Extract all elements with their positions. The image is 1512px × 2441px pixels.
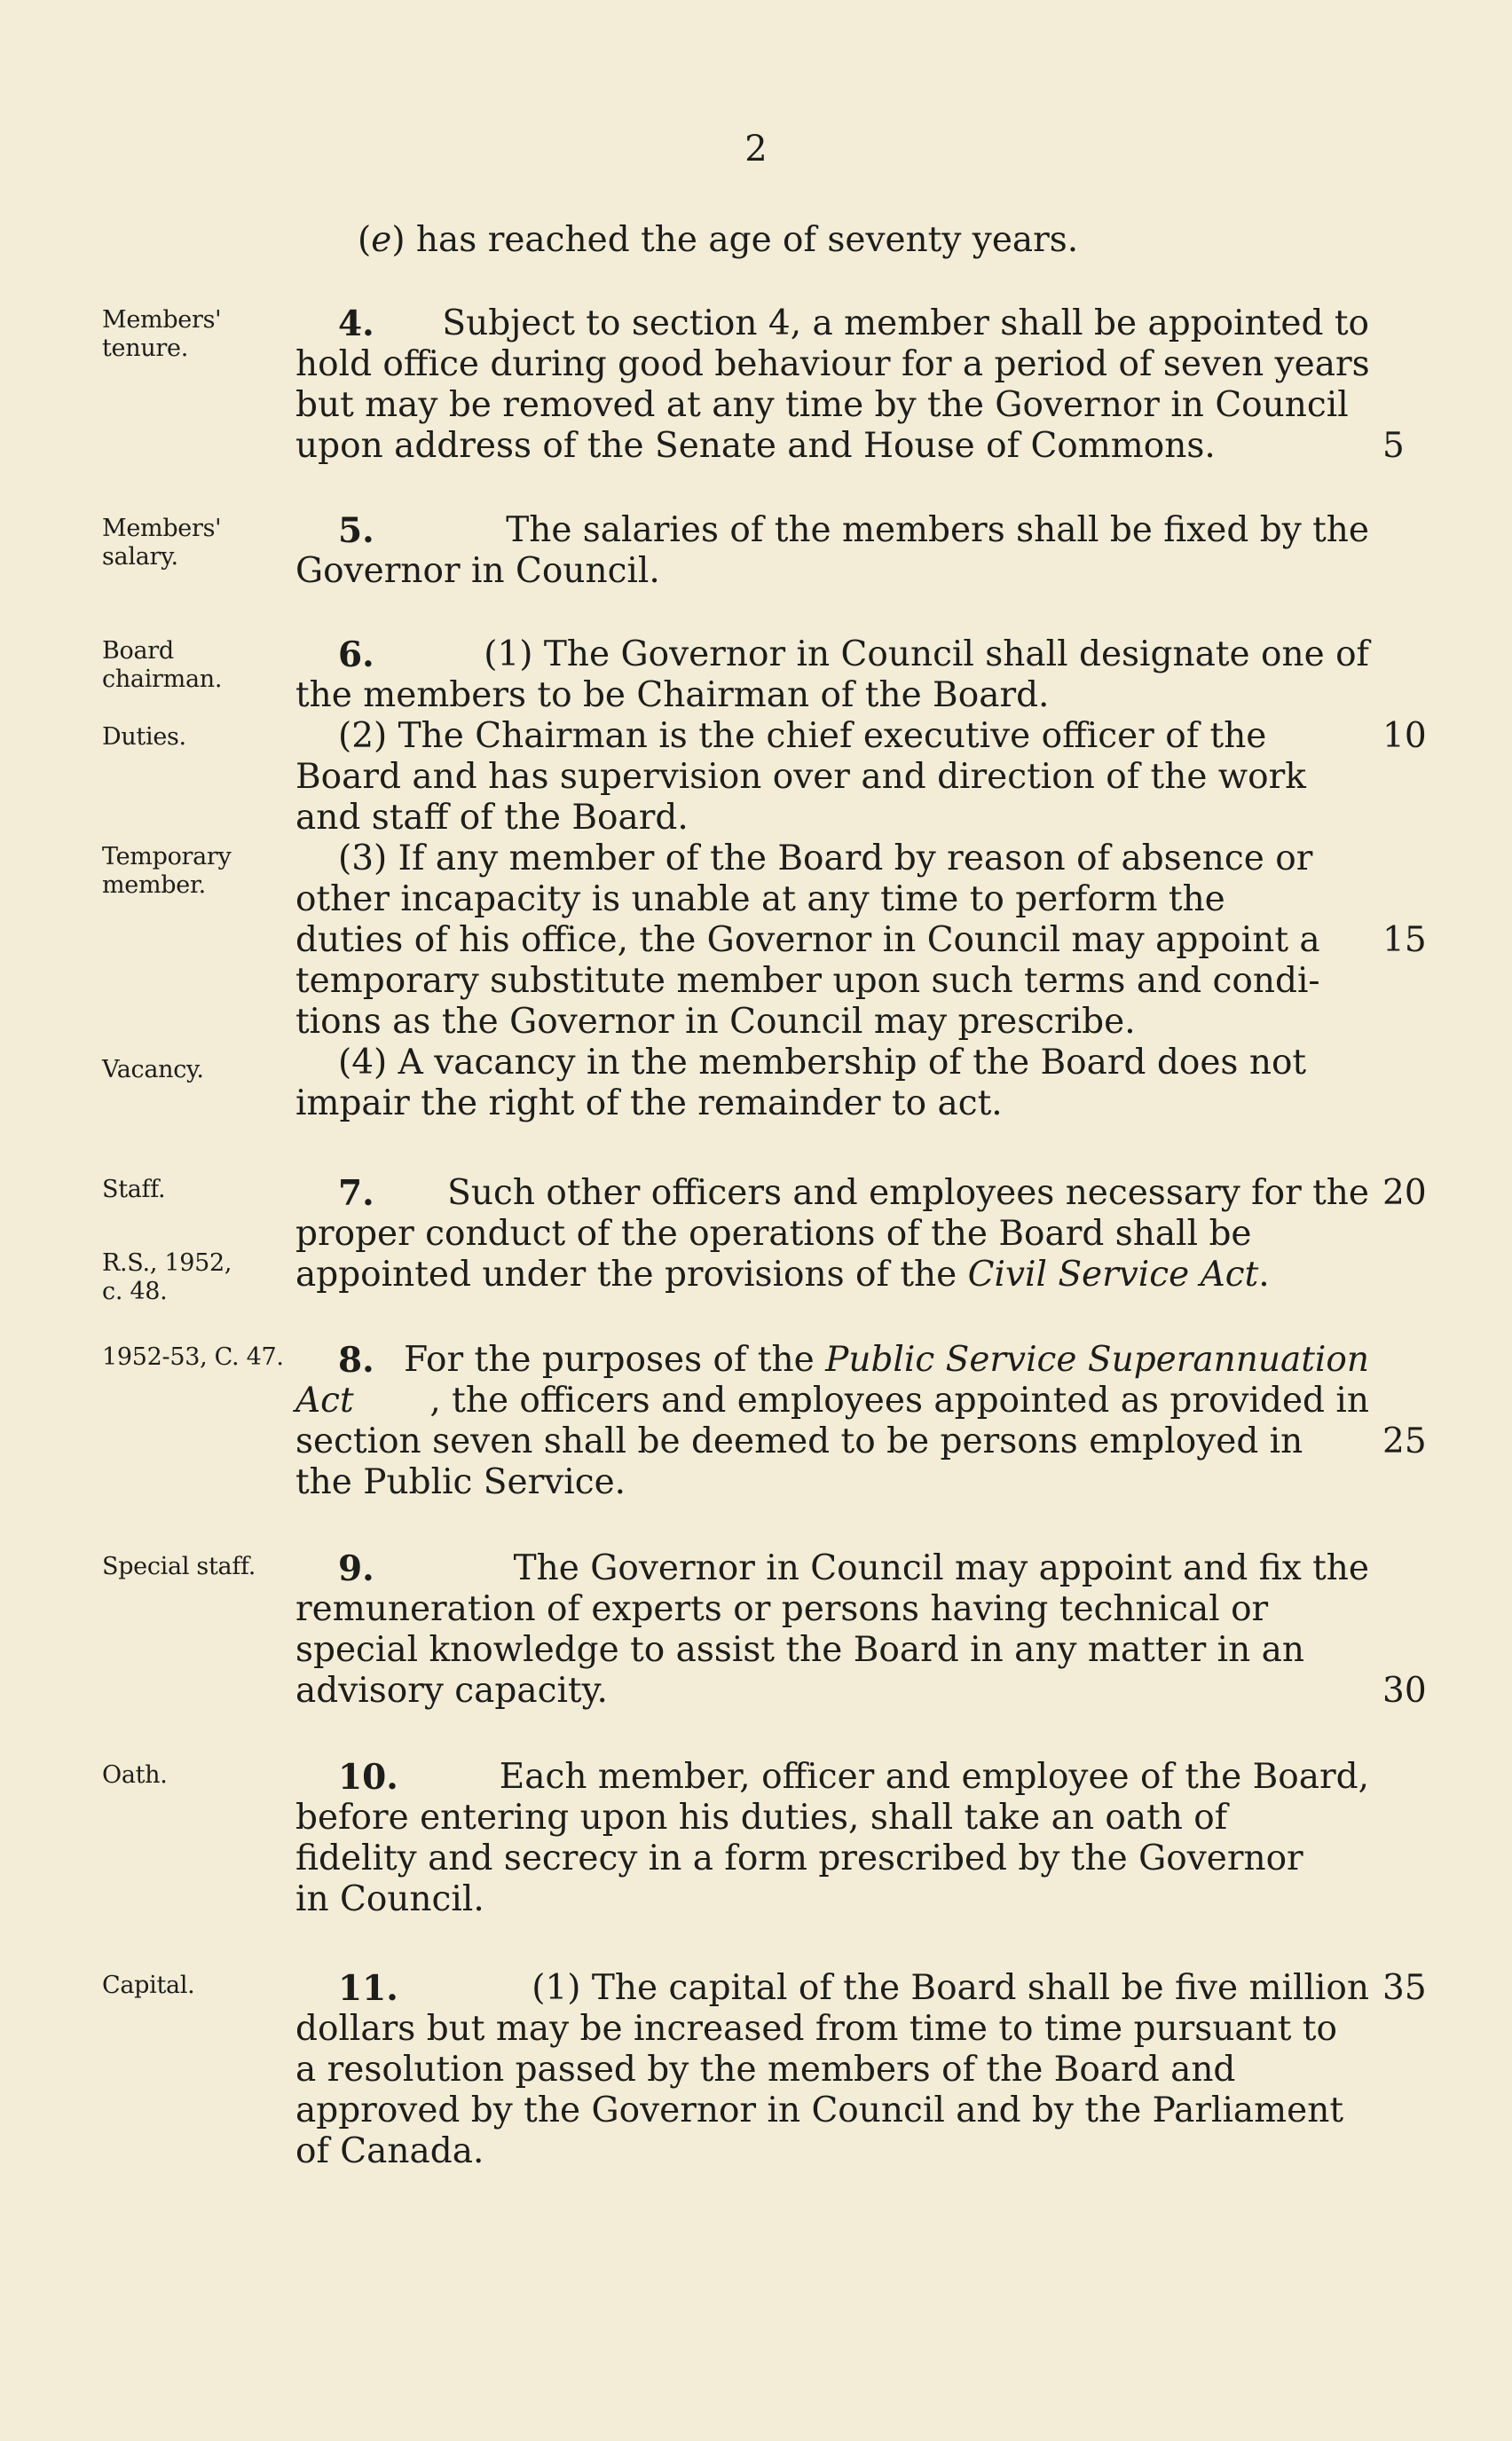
margin-note-special-staff: Special staff. <box>102 1553 256 1580</box>
margin-note-temporary-member: Temporary member. <box>102 843 232 899</box>
line-number-35: 35 <box>1382 1968 1427 2008</box>
margin-note-rs-1952: R.S., 1952, c. 48. <box>102 1249 232 1305</box>
line-number-15: 15 <box>1382 920 1427 960</box>
margin-note-vacancy: Vacancy. <box>102 1056 204 1083</box>
margin-note-oath: Oath. <box>102 1761 168 1789</box>
section-6: 6. (1) The Governor in Council shall designate one of the members to be Chairman of the Board. (2) The Chairman is the chief executive officer of the Board and has supervision over and direction of the work and staff of the Board. (3) If any member of the Board by reason of absence or other incapacity is unable at any time to perform the duties of his office, the Governor in Council may appoint a temporary substitute member upon such terms and condi- tions as the Governor in Council may prescribe. (4) A vacancy in the membership of the Board does not impair the right of the remainder to act. 10 15 <box>295 634 1427 1123</box>
section-7: 7. Such other officers and employees necessary for the proper conduct of the operations of the Board shall be appointed under the provisions of the Civil Service Act. 20 <box>295 1173 1427 1295</box>
section-11: 11. (1) The capital of the Board shall be five million dollars but may be increased from time to time pursuant to a resolution passed by the members of the Board and approved by the Governor in Council and by the Parliament of Canada. 35 <box>295 1968 1427 2171</box>
section-10: 10. Each member, officer and employee of the Board, before entering upon his duties, shall take an oath of fidelity and secrecy in a form prescribed by the Governor in Council. <box>295 1757 1369 1919</box>
margin-note-board-chairman: Board chairman. <box>102 637 223 693</box>
section-8: 8. For the purposes of the Public Service Superannuation Act , the officers and employees appointed as provided in section seven shall be deemed to be persons employed in the Public Service. 25 <box>295 1340 1427 1502</box>
line-number-5: 5 <box>1382 426 1405 466</box>
clause-e: (e) has reached the age of seventy years. <box>358 220 1079 260</box>
section-4: 4. Subject to section 4, a member shall be appointed to hold office during good behaviour for a period of seven years but may be removed at any time by the Governor in Council upon address of the Senate and House of Commons. 5 <box>295 303 1405 466</box>
line-number-25: 25 <box>1382 1421 1427 1461</box>
margin-note-members-salary: Members' salary. <box>102 515 222 571</box>
margin-note-duties: Duties. <box>102 723 186 751</box>
line-number-20: 20 <box>1382 1173 1427 1213</box>
section-9: 9. The Governor in Council may appoint and fix the remuneration of experts or persons having technical or special knowledge to assist the Board in any matter in an advisory capacity. 30 <box>295 1548 1427 1711</box>
line-number-30: 30 <box>1382 1671 1427 1711</box>
margin-note-members-tenure: Members' tenure. <box>102 306 222 362</box>
section-5: 5. The salaries of the members shall be fixed by the Governor in Council. <box>295 510 1369 591</box>
line-number-10: 10 <box>1382 716 1427 756</box>
margin-note-capital: Capital. <box>102 1972 195 1999</box>
page-number: 2 <box>744 129 768 169</box>
margin-note-staff: Staff. <box>102 1176 166 1203</box>
margin-note-c47: 1952-53, C. 47. <box>102 1343 284 1371</box>
